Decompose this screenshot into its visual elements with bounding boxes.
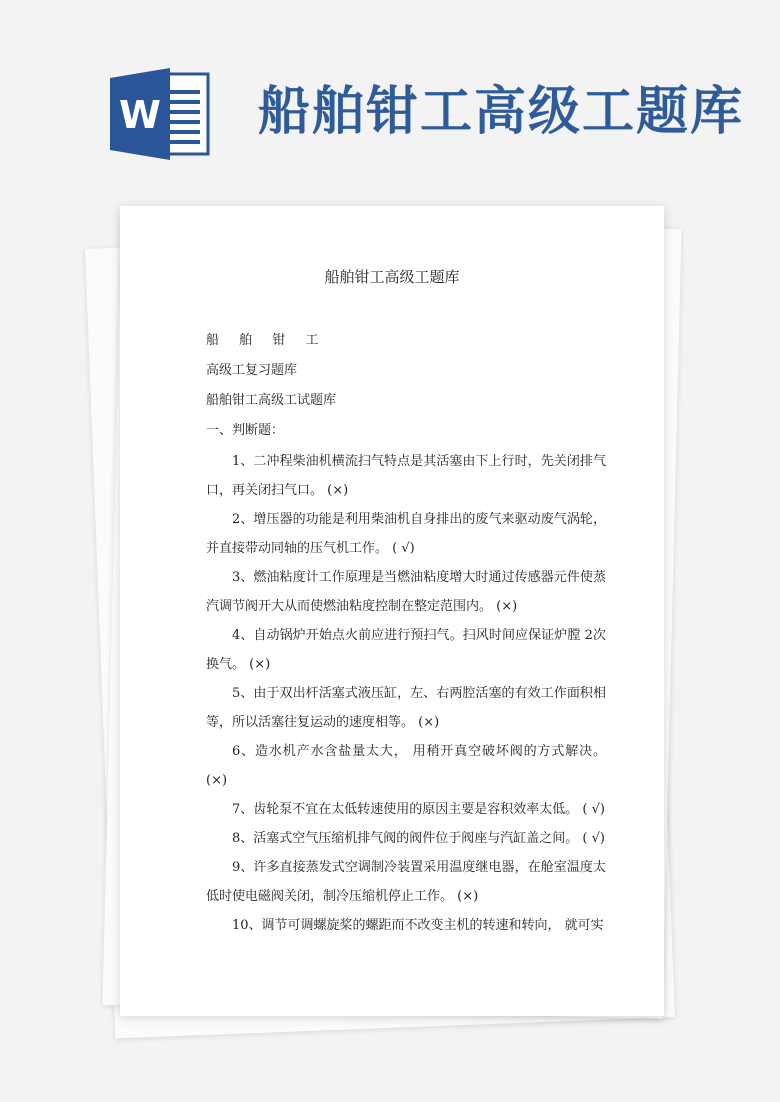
intro-line: 船舶钳工高级工试题库 [206, 393, 337, 408]
document-body [206, 326, 606, 940]
question-item: 3、燃油粘度计工作原理是当燃油粘度增大时通过传感器元件使蒸汽调节阀开大从而使燃油粘度控制在整定范围内。 (×) [206, 570, 606, 614]
question-item: 9、许多直接蒸发式空调制冷装置采用温度继电器，在舱室温度太低时使电磁阀关闭，制冷压缩机停止工作。 (×) [206, 860, 606, 904]
word-document-icon [108, 68, 210, 160]
question-item: 4、自动锅炉开始点火前应进行预扫气。扫风时间应保证炉膛 2次换气。 (×) [206, 628, 606, 672]
header-banner [0, 0, 780, 190]
document-title: 船舶钳工高级工题库 [324, 268, 460, 286]
question-item: 7、齿轮泵不宜在太低转速使用的原因主要是容积效率太低。 ( √) [232, 802, 605, 817]
logo-letter: W [119, 93, 161, 137]
banner-title: 船舶钳工高级工题库 [258, 82, 745, 142]
section-heading: 一、判断题： [206, 423, 285, 438]
question-item: 5、由于双出杆活塞式液压缸，左、右两腔活塞的有效工作面积相等，所以活塞往复运动的速度相等。 (×) [206, 686, 606, 730]
question-item: 1、二冲程柴油机横流扫气特点是其活塞由下上行时，先关闭排气口，再关闭扫气口。 (×) [206, 454, 606, 498]
document-page [120, 206, 664, 1016]
question-item: 8、活塞式空气压缩机排气阀的阀件位于阀座与汽缸盖之间。 ( √) [232, 831, 605, 846]
question-item: 2、增压器的功能是利用柴油机自身排出的废气来驱动废气涡轮，并直接带动同轴的压气机工作。 ( √) [206, 512, 606, 556]
question-item: 10、调节可调螺旋桨的螺距而不改变主机的转速和转向， 就可实 [232, 918, 604, 933]
intro-line: 高级工复习题库 [206, 363, 298, 378]
question-list [206, 447, 606, 940]
intro-line: 船 舶 钳 工 [206, 333, 327, 348]
question-item: 6、造水机产水含盐量太大， 用稍开真空破坏阀的方式解决。 (×) [206, 744, 606, 788]
